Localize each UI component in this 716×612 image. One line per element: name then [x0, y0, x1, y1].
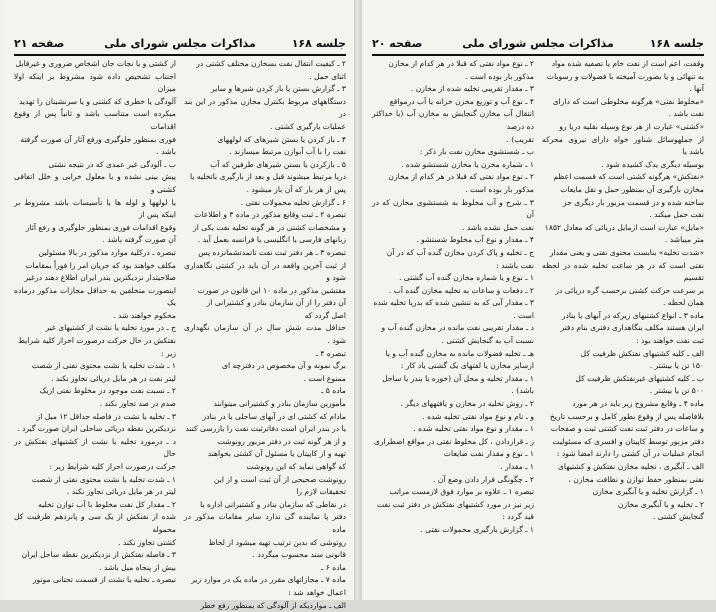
- text-line: باشد) .: [511, 386, 534, 396]
- text-line: ایران هستند مکلف بنگاهداری دفتری بنام دفتر: [560, 323, 704, 333]
- page-number: صفحه ۲۱: [14, 37, 65, 50]
- text-line: یا لولهها و لوله ها یا تأسیسات باشد مشروط بر اینکه پس از: [14, 197, 176, 220]
- text-line: روتوشی که بدین ترتیب تهیه میشود از لحاظ: [208, 537, 346, 547]
- text-line: ۱ ـ مقدار و نوع مواد نفتی تخلیه شده .: [413, 424, 534, 434]
- text-line: ب ـ شستشوی مخازن نفت بار ذکر :: [419, 147, 534, 157]
- text-line: ۳ ـ شرح و آب مخلوط به شستشوی مخازن که در آن: [372, 197, 534, 220]
- text-line: ز ـ قراردادن ، کل مخلوط نفتی در مواقع اضطراری: [373, 436, 534, 446]
- text-line: حرکت درصورت احراز کلیه شرایط زیر :: [49, 462, 176, 471]
- text-line: ۱ ـ شدت تخلیه یا نشت محتوی نفتی از شصت: [31, 361, 176, 371]
- text-line: ۱ ـ مقدار .: [500, 462, 534, 471]
- text-line: از جملهوسائل شناور خواه دارای نیروی محرکه باشد یا: [542, 134, 704, 157]
- text-line: و از هر گونه ثبت در دفتر مزبور رونوشت: [217, 436, 346, 446]
- text-line: ماده ۴ ـ وقایع مشروح زیر باید در هر مورد: [572, 399, 704, 409]
- text-line: اینصورت متخلفین به حداقل مجازات مذکور درماده یک: [14, 285, 176, 308]
- text-line: تحقیقات لازم را: [296, 487, 346, 497]
- text-line: تبصره ـ درکلیه موارد مذکور در بالا مسئولین: [38, 247, 176, 257]
- page-title: مذاکرات مجلس شورای ملی: [104, 37, 256, 50]
- text-line: شده از نفتکش از یک سی و پانزدهم ظرفیت کل محموله: [14, 512, 176, 534]
- text-line: باشد .: [156, 147, 176, 157]
- text-line: قانونی سند محسوب میگردد .: [252, 550, 346, 560]
- text-line: ۲ ـ نسبت نفت موجود در مخلوط نفتی ازیک: [39, 386, 176, 396]
- text-line: ۱ ـ شدت تخلیه یا نشت محتوی نفتی از شصت: [31, 474, 176, 484]
- left-column: [372, 58, 534, 596]
- text-line: نفت حمل نشده باشد .: [462, 222, 534, 232]
- page-header: [14, 36, 346, 56]
- text-line: ۲ ـ نوع مواد نفتی که قبلا در هر کدام از مخازن: [388, 172, 534, 182]
- text-line: ۴ ـ نوع آب و توزیع مخزن خزانه یا آب درمواقع: [389, 96, 534, 106]
- page-21: [4, 0, 356, 610]
- text-line: مکلف خواهند بود که جریان امر را فوراً بمقامات: [25, 260, 176, 270]
- text-line: الف ـ کلیه کشتیهای نفتکش ظرفیت کل: [580, 348, 704, 358]
- text-line: د ـ درمورد تخلیه یا نشت از کشتیهای نفتکش در حال: [14, 436, 176, 459]
- text-line: نفت حمل میکند .: [649, 210, 704, 220]
- text-line: ۲ ـ مقدار کل نفت مخلوط با آب توازن تخلیه: [38, 499, 176, 509]
- text-line: ۱۵۰ تن یا بیشتر .: [649, 361, 704, 371]
- text-line: و ساعات در دفتر ثبت نفت کشتی ثبت و صفحات: [550, 424, 704, 434]
- text-line: و ـ نام و نوع مواد نفتی تخلیه شده .: [422, 411, 534, 421]
- text-line: آلودگی یا خطری که کشتی و یا سرنشینان را تهدید: [18, 96, 176, 106]
- text-line: ۱ ـ گزارش تخلیه و یا آبگیری مخازن: [592, 487, 704, 497]
- text-line: ۴ ـ مقدار و نوع آب مخلوط شستشو .: [416, 235, 534, 245]
- text-line: برگ نمونه و آن مخصوص در دفترچه ای: [222, 361, 346, 371]
- session-number: جلسه ۱۶۸: [649, 37, 704, 50]
- text-line: «شدت تخلیه» بنابست محتوی نفتی و یعنی مقدار: [549, 247, 704, 257]
- text-line: بر سرعت حرکت کشتی برحسب گره دریائی در: [555, 285, 704, 295]
- text-line: زیر نیز در مورد کشتیهای نفتکش در دفتر ثبت نفت: [376, 499, 534, 509]
- text-line: مأمورین سازمان بنادر و کشتیرانی میتوانند: [213, 399, 346, 409]
- text-line: مذکور بار بوده است .: [465, 184, 534, 194]
- text-line: عملیات بارگیری کشتی .: [270, 121, 346, 131]
- text-line: ۱ ـ شماره مخزن یا مخازن شستشو شده .: [401, 159, 534, 169]
- text-line: تبصره ۳ ـ هر دفتر ثبت نفت تاتمدتشمانزده پس: [198, 247, 346, 257]
- page-number: صفحه ۲۰: [372, 37, 423, 50]
- text-line: کشتی تجاوز نکند .: [118, 537, 176, 547]
- text-line: اجتناب تشخیص داده شود مشروط بر اینکه اولا میزان: [14, 71, 176, 94]
- text-line: ج ـ تخلیه و پاک کردن مخازن گنده آب که در آن: [386, 247, 534, 257]
- text-line: ۳ ـ مقدار تقریبی تخلیه شده از مخازن .: [410, 84, 534, 94]
- text-line: اعمال خواهد شد :: [288, 587, 346, 597]
- text-line: پس از هر بار که آن باز میشود .: [246, 184, 346, 194]
- text-line: ۲ ـ دفعات و ساعات به تخلیه مخازن گنده آب .: [388, 285, 534, 295]
- text-line: اصل گردد که: [304, 310, 346, 320]
- text-line: نفت را با آب آبوازن مرتبط میسازند .: [229, 147, 346, 157]
- text-line: انتقال آب مخازن گنجایش به مخازن آب (با حداکثر ده درصد: [372, 109, 534, 131]
- text-line: متر میباشد .: [664, 235, 704, 245]
- text-line: دریا مرتبط میشوند قبل و بعد از بارگیری باتخلیه یا: [190, 172, 346, 182]
- text-line: زیر :: [161, 348, 176, 358]
- text-line: بیش از پنجاه میل باشد .: [99, 562, 176, 572]
- text-line: ۳ ـ گزارش بستن یا باز کردن شیرها و سایر: [211, 84, 346, 94]
- text-line: مذکور بار بوده است .: [465, 71, 534, 81]
- text-line: تبصره ۴ ـ: [315, 348, 346, 358]
- text-line: ماده ۶ ـ: [321, 562, 346, 572]
- text-line: ثبت نفت خواهند بود :: [636, 336, 704, 346]
- page-header: [372, 36, 704, 56]
- text-line: فوری بمنظور جلوگیری ورفع آثار آن صورت گرفته: [20, 134, 176, 144]
- text-line: ۲ ـ نوع مواد نفتی که قبلا در هر کدام از مخازن: [388, 59, 534, 68]
- text-line: دستگاههای مربوط بکنترل مخازن مذکور در این بند در: [184, 96, 346, 119]
- text-line: زبانهای فارسی یا انگلیسی یا فرانسه بعمل آید .: [197, 235, 346, 245]
- left-column: [14, 58, 176, 596]
- text-line: وقوع اقدامات فوری بمنظور جلوگیری و رفع آثار: [25, 222, 176, 232]
- text-line: پیش بینی نشده و یا معلول خرابی و خلل اتفاقی کشتی و: [14, 172, 176, 194]
- text-line: نفتکش در حال حرکت درصورت احراز کلیه شرایط: [17, 336, 176, 346]
- text-line: «کشتی» عبارت از هر نوع وسیله نقلیه دریا رو: [559, 121, 704, 131]
- text-line: بوسیله دیگری یدک کشیده شود .: [601, 159, 704, 169]
- text-line: بلافاصله پس از وقوع بطور کامل و برحسب تاریخ: [550, 411, 704, 421]
- text-line: ۵۰۰ تن یا بیشتر .: [649, 386, 704, 396]
- text-line: «مخلوط نفتی» هرگونه مخلوطی است که دارای: [552, 96, 704, 106]
- text-line: ۱ ـ نوع و مقدار نفت ضایعات: [443, 449, 534, 459]
- text-columns: [372, 58, 704, 596]
- text-line: ۳ ـ فاصله نفتکش از نزدیکترین نقطه ساحل ایران: [21, 550, 176, 560]
- page-20: [362, 0, 714, 600]
- text-line: ۱ ـ نوع و یا شماره مخازن گنده آب گشتی .: [399, 273, 534, 283]
- text-line: از کشتی و یا نجات جان اشخاص ضروری و غیرقابل: [15, 59, 176, 68]
- text-line: ۲ ـ چگونگی قرار دادن وضع آن .: [433, 474, 534, 484]
- text-line: ۱ ـ گزارش بارگیری محمولات نفتی .: [420, 524, 534, 534]
- text-line: که گواهی نماید که این رونوشت: [246, 462, 346, 471]
- text-line: دفتر مزبور توسط کاپیتان و افسری که مسئولیت: [552, 436, 704, 446]
- text-line: آن صورت گرفته باشد .: [102, 235, 176, 245]
- text-line: مفتشین مذکور در ماده ۱۰ این قانون در صورت: [197, 285, 346, 295]
- text-columns: [14, 58, 346, 610]
- text-line: صلاحیتدار نزدیکترین بندر ایران اطلاع دهند درغیر: [24, 273, 176, 283]
- text-line: همان لحظه .: [662, 298, 704, 308]
- text-line: ۳ ـ تخلیه یا نشت در فاصله حداقل ۱۲ میل از: [36, 411, 176, 421]
- text-line: مخازن بارگیری آن بمنظور حمل و نقل مایعات: [560, 184, 704, 194]
- text-line: ب ـ کلیه کشتیهای غیرنفتکش ظرفیت کل: [575, 373, 704, 383]
- text-line: ماده ۷ ـ مجازاتهای مقرر در ماده یک در موارد زیر: [191, 575, 346, 585]
- text-line: تبصره ۲ ـ ثبت وقایع مذکور در ماده ۳ و اطلاعات: [194, 210, 346, 220]
- text-line: ۲ ـ کیفیت انتقال نفت بسخازن مختلف کشتی در: [196, 59, 346, 68]
- text-line: لیتر در هر مایل دریائی تجاوز نکند .: [66, 487, 176, 497]
- text-line: از ثبت آخرین واقعه در آن باید در کشتی نگاهداری شود و: [184, 260, 346, 283]
- text-line: ج ـ در مورد تخلیه یا نشت از کشتیهای غیر: [45, 323, 176, 333]
- text-line: مادام که کشتی ای در آبهای ساحلی یا در بنادر: [202, 411, 346, 421]
- text-line: حداقل مدت شش سال در آن سازمان نگهداری شود .: [184, 323, 346, 346]
- session-number: جلسه ۱۶۸: [291, 37, 346, 50]
- text-line: «مایل» عبارت است ازمایل دریائی که معادل ۱۸۵۲: [544, 222, 704, 232]
- text-line: آن دفتر را از آن سازمان بنادر و کشتیرانی از: [206, 298, 346, 308]
- text-line: ۳ ـ مقدار آبی که به تنشین شده که بدریا تخلیه شده: [373, 298, 534, 308]
- text-line: یا در بندر ایران است دفاترثبت نفت را بازرسی کنند: [185, 424, 346, 434]
- text-line: ممنوع است .: [303, 373, 346, 383]
- text-line: لیتر نفت در هر مایل دریائی تجاوز نکند .: [51, 373, 176, 383]
- text-line: گنجایش کشتی .: [652, 512, 704, 522]
- right-column: [542, 58, 704, 596]
- text-line: ماده ۳ ـ انواع کشتیهای زیرکه در آبهای یا بنادر: [561, 310, 704, 320]
- text-line: نفت باشند :: [496, 260, 534, 270]
- text-line: ۲ ـ تخلیه و یا آبگیری مخازن: [617, 499, 704, 509]
- text-line: تبصره ۱ ـ علاوه بر موارد فوق لازمست مراتب: [389, 487, 534, 497]
- text-line: ۱ ـ مقدار تخلیه و محل آن (خوره یا بندر یا ساحل: [382, 373, 534, 383]
- text-line: است .: [513, 310, 534, 320]
- page-title: مذاکرات مجلس شورای ملی: [462, 37, 614, 50]
- text-line: ۲ ـ روش تخلیه در مخازن و یافتههای دیگر .: [400, 399, 534, 409]
- text-line: هـ ـ تخلیه فضولات مانده به مخازن گنده آب و یا: [385, 348, 534, 358]
- text-line: ازسایر مخازن یا لفتهای یک گشتی یاد کار :: [400, 361, 534, 371]
- text-line: نفتی است که در هر ساعت تخلیه شده در لحظه تقسیم: [542, 260, 704, 283]
- book-gutter: [354, 0, 362, 600]
- text-line: الف ـ مواردیکه از آلودگی که بمنظور رفع خطر: [200, 600, 346, 610]
- text-line: نزدیکترین نقطه دریائی ساحلی ایران صورت گیرد .: [17, 424, 176, 434]
- text-line: آنها .: [689, 84, 704, 94]
- text-line: تقریب) .: [506, 134, 534, 144]
- text-line: ۶ ـ گزارش تخلیه محمولات نفتی .: [240, 197, 346, 207]
- text-line: ب ـ آلودگی غیر عمدی که در نتیجه نشتی: [48, 159, 176, 169]
- text-line: نسبت آب به گنجایش کشتی .: [441, 336, 534, 346]
- text-line: صدم در صد تجاوز نکند .: [99, 399, 176, 409]
- text-line: دفتر پا نماینده گی ندارد سایر مقامات مذکور در ماده: [184, 512, 346, 534]
- text-line: ماده ۵ ـ: [321, 386, 346, 396]
- text-line: تبصره ـ تخلیه یا نشت از قسمت تحتانی موتور: [32, 575, 176, 585]
- text-line: به تنهائی و یا بصورت آمیخته با فضولات و رسوبات: [546, 71, 704, 81]
- text-line: میکرده است متناسب باشد و ثانیاً پس از وقوع اقدامات: [14, 109, 176, 131]
- text-line: و مشخصات کشتی در هر گونه تخلیه نفت یکی از: [193, 222, 346, 232]
- text-line: قید گردد :: [502, 512, 534, 522]
- text-line: د ـ مقدار تقریبی نفت مانده در مخازن گنده آب و: [381, 323, 534, 333]
- text-line: ۴ ـ باز کردن یا بستن شیرهای که لولههای: [217, 134, 346, 144]
- text-line: محکوم خواهند شد .: [113, 310, 176, 320]
- text-line: وقفت، اعم است از نفت خام یا تصفیه شده مواد: [551, 59, 704, 68]
- text-line: «نفتکش» هرگونه کشتی است که قسمت اعظم: [553, 172, 704, 182]
- right-column: [184, 58, 346, 610]
- text-line: تهیه و از کاپیتان یا مسئول آن کشتی بخواهند: [207, 449, 346, 459]
- text-line: در نقاطی که سازمان بنادر و کشتیرانی اداره یا: [200, 499, 346, 509]
- text-line: ۵ ـ بازکردن یا بستن شیرهای طرفین که آب: [210, 159, 346, 169]
- text-line: رونوشت صحیحی از آن ثبت است و از این: [213, 474, 346, 484]
- text-line: الف ـ آبگیری ، تخلیه مخازن نفتکش و کشتیهای: [557, 462, 704, 471]
- text-line: نفت باشد .: [668, 109, 704, 119]
- text-line: ساخته شده و در قسمت مزبور بار دیگری جز: [562, 197, 704, 207]
- text-line: اثنای حمل .: [309, 71, 346, 81]
- text-line: انجام عملیات در آن کشتی را دارند امضا شود :: [556, 449, 704, 459]
- text-line: نفتی بمنظور حفظ توازن و نظافت مخازن ،: [568, 474, 704, 484]
